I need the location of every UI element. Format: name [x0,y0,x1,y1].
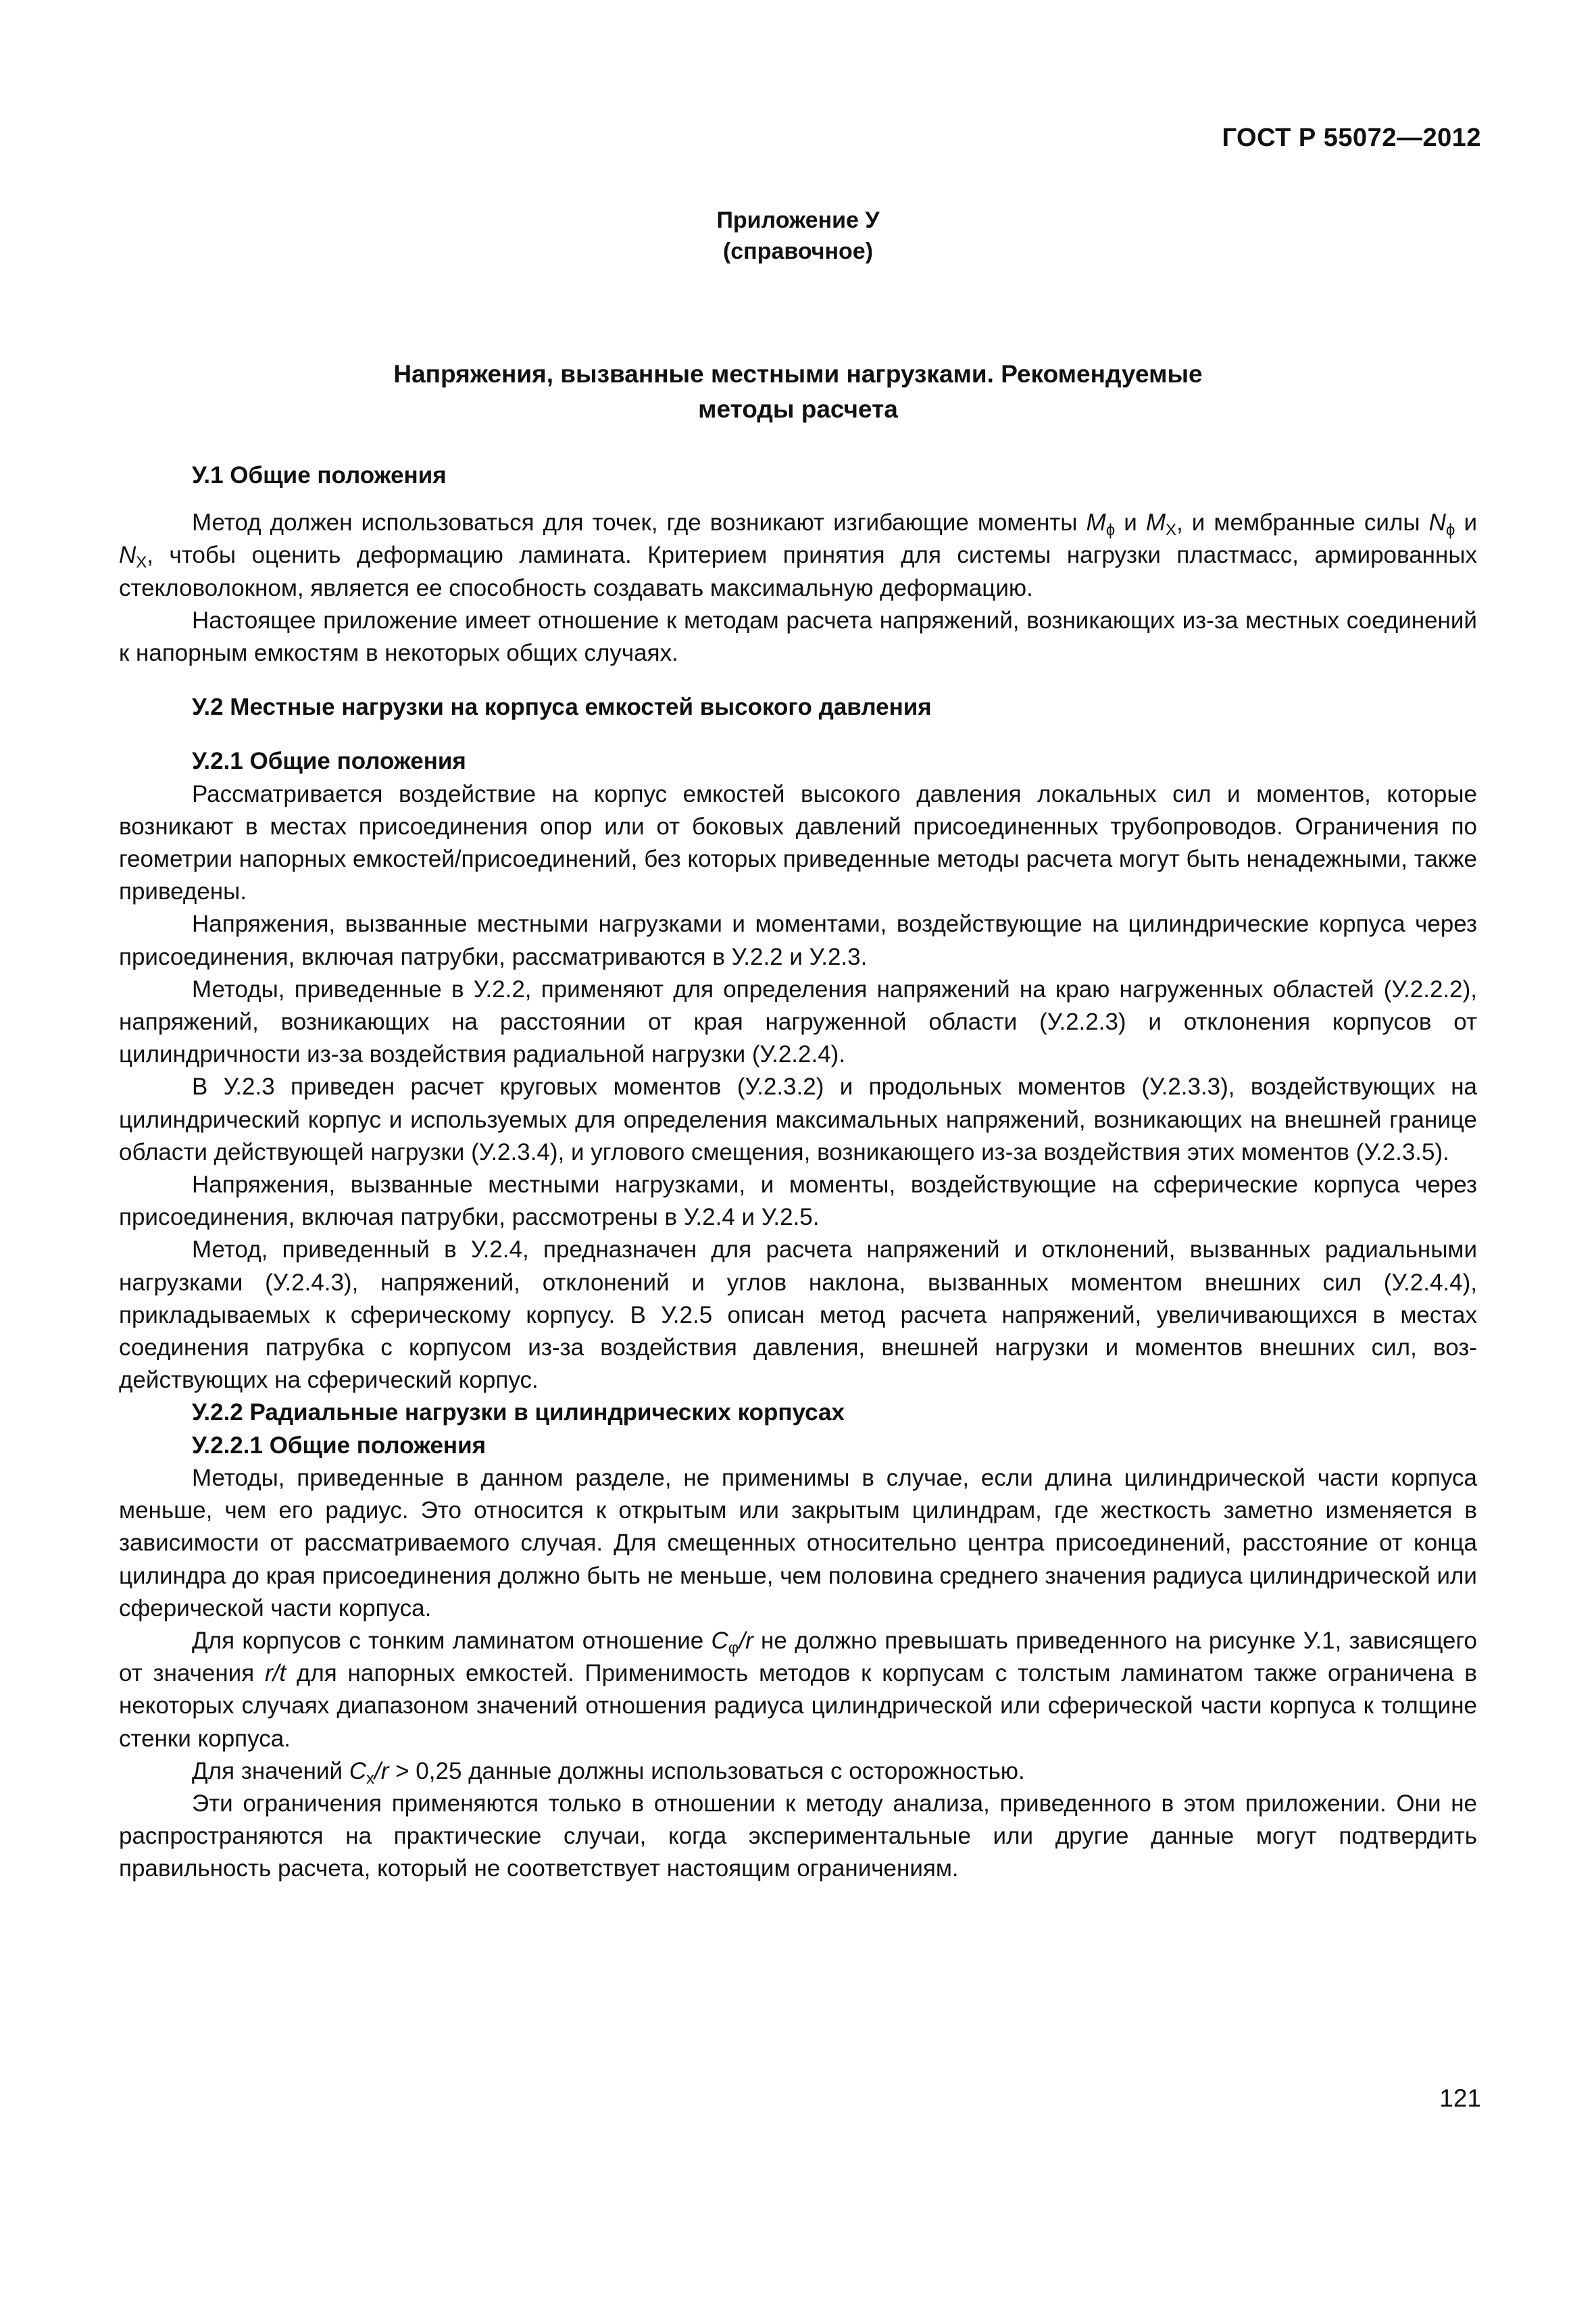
paragraph-u2-1-1: Рассматривается воздействие на корпус емкостей высокого давления локальных сил и моментов, которые возникают в местах присоединения опор или от боковых давлений присоединенных трубопроводов. Ограничения по геометрии напорных емкостей/присоединений, без которых приведенные методы расчета могут быть ненадежными, также приведены. [119,780,1477,905]
symbol-c: C [349,1757,367,1784]
subscript-x: X [136,553,147,572]
text-run: не должно превышать приведенного на рисунке У.1, зависящего от значения [119,1627,1477,1687]
subscript-phi: ϕ [1105,521,1116,540]
text-run: > 0,25 данные должны использоваться с осторожностью. [389,1757,1025,1784]
symbol-c: C [711,1627,728,1654]
symbol-r: /r [374,1757,389,1784]
page-title-line-1: Напряжения, вызванные местными нагрузками. Рекомендуемые [393,360,1203,388]
appendix-title: Приложение У [716,207,880,233]
section-heading-u2-1: У.2.1 Общие положения [192,748,466,775]
section-heading-u2-2-1: У.2.2.1 Общие положения [192,1432,487,1459]
appendix-status: (справочное) [722,238,874,264]
subscript-x: x [366,1769,375,1788]
paragraph-u2-2-1-4: Эти ограничения применяются только в отношении к методу анализа, приведенного в этом приложении. Они не распространяются на практические случаи, когда экспериментальные или другие данные могут подтвердить правильность расчета, который не соответствует настоящим ограничениям. [119,1790,1477,1882]
subscript-x: X [1165,521,1176,540]
page-number: 121 [1439,2084,1481,2112]
text-run: , чтобы оценить деформацию ламината. Критерием принятия для системы нагрузки пластмасс, армированных стекловолокном, является ее способность создавать максимальную деформацию. [119,542,1477,601]
text-run: для напорных емкостей. Применимость методов к корпусам с толстым ламинатом также ограничена в некоторых случаях диапазоном значений отношения радиуса цилиндрической или сферической части корпуса к толщине стенки корпуса. [119,1660,1477,1752]
paragraph-u2-1-2: Напряжения, вызванные местными нагрузками и моментами, воздействующие на цилиндрические корпуса через присоединения, включая патрубки, рассматриваются в У.2.2 и У.2.3. [119,911,1477,970]
page-title-line-2: методы расчета [698,395,898,423]
symbol-r-over-t: r/t [264,1660,286,1687]
paragraph-u2-2-1-1: Методы, приведенные в данном разделе, не применимы в случае, если длина цилиндрической части корпуса меньше, чем его радиус. Это относится к открытым или закрытым цилиндрам, где жесткость заметно изменяется в зависимости от рассматриваемого случая. Для смещенных относительно центра присоединений, расстояние от конца цилиндра до края присоединения должно быть не меньше, чем половина среднего значения радиуса цилиндрической или сферической части корпуса. [119,1464,1477,1621]
text-run: Для значений [192,1757,349,1784]
text-run: и [1115,509,1146,536]
symbol-r: /r [739,1627,753,1654]
appendix-heading [0,205,1596,267]
paragraph-u2-1-4: В У.2.3 приведен расчет круговых моментов (У.2.3.2) и продольных моментов (У.2.3.3), воздействующих на цилиндрический корпус и используемых для определения максимальных напряжений, возникающих на внешней границе области действующей нагрузки (У.2.3.4), и углового смещения, возникающего из-за воздействия этих моментов (У.2.3.5). [119,1074,1477,1165]
section-heading-u2-2: У.2.2 Радиальные нагрузки в цилиндрических корпусах [192,1399,845,1426]
paragraph-u2-2-1-3 [119,1755,1477,1788]
paragraph-u2-1-5: Напряжения, вызванные местными нагрузками, и моменты, воздействующие на сферические корпуса через присоединения, включая патрубки, рассмотрены в У.2.4 и У.2.5. [119,1172,1477,1231]
paragraph-u2-2-1-2 [119,1625,1477,1755]
symbol-m: M [1145,509,1166,536]
paragraph-u2-1-6: Метод, приведенный в У.2.4, предназначен для расчета напряжений и отклонений, вызванных радиальными нагрузками (У.2.4.3), напряжений, отклонений и углов наклона, вызванных моментом внешних сил (У.2.4.4), прикладываемых к сферическому корпусу. В У.2.5 описан метод расчета напряжений, увеличивающихся в местах соединения патрубка с корпусом из-за воздействия давления, внешней нагрузки и моментов внешних сил, воздействующих на сферический корпус. [119,1236,1477,1394]
text-run: Метод должен использоваться для точек, где возникают изгибающие моменты [192,509,1087,536]
page-title [0,357,1596,427]
paragraph-u1-1 [119,507,1477,605]
symbol-m: M [1086,509,1106,536]
document-standard-number: ГОСТ Р 55072—2012 [1222,124,1481,152]
document-body [119,459,1477,1886]
subscript-phi: ϕ [1445,521,1455,540]
text-run: и [1455,509,1477,536]
paragraph-u1-2: Настоящее приложение имеет отношение к методам расчета напряжений, возникающих из-за местных соединений к напорным емкостям в некоторых общих случаях. [119,607,1477,667]
section-heading-u1: У.1 Общие положения [192,462,447,488]
section-heading-u2: У.2 Местные нагрузки на корпуса емкостей высокого давления [192,694,932,721]
paragraph-u2-1-3: Методы, приведенные в У.2.2, применяют для определения напряжений на краю нагруженных областей (У.2.2.2), напряжений, возникающих на расстоянии от края нагруженной области (У.2.2.3) и отклонения корпусов от цилиндричности из-за воздействия радиальной нагрузки (У.2.2.4). [119,976,1477,1068]
symbol-n: N [1428,509,1446,536]
text-run: Для корпусов с тонким ламинатом отношение [192,1627,712,1654]
text-run: , и мембранные силы [1176,509,1429,536]
subscript-phi: φ [728,1638,739,1657]
symbol-n: N [119,542,136,569]
